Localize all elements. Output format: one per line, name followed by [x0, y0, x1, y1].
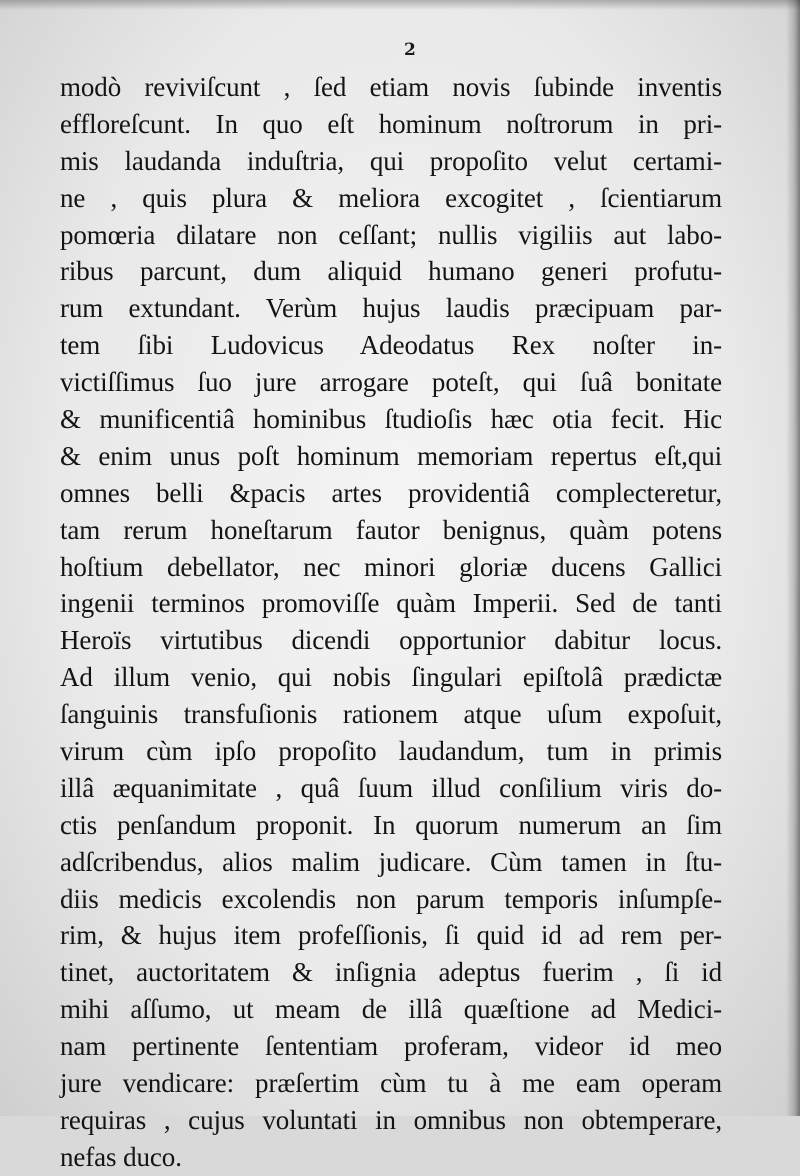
page-top-shadow	[0, 0, 800, 10]
text-line: virum cùm ipſo propoſito laudandum, tum in primis	[60, 736, 722, 767]
text-line: tem ſibi Ludovicus Adeodatus Rex noſter in-	[60, 330, 722, 361]
text-line: mis laudanda induſtria, qui propoſito velut certami-	[60, 145, 722, 176]
text-line: ne , quis plura & meliora excogitet , ſcientiarum	[60, 182, 722, 213]
text-line: mihi aſſumo, ut meam de illâ quæſtione ad Medici-	[60, 994, 722, 1025]
text-line: ſanguinis transfuſionis rationem atque uſum expoſuit,	[60, 699, 722, 730]
text-line: & munificentiâ hominibus ſtudioſis hæc otia fecit. Hic	[60, 404, 722, 435]
page-number: 2	[404, 40, 416, 60]
text-line: illâ æquanimitate , quâ ſuum illud conſilium viris do-	[60, 772, 722, 803]
text-line: modò reviviſcunt , ſed etiam novis ſubinde inventis	[60, 72, 722, 102]
body-text	[60, 69, 722, 1176]
page-binding-shadow	[786, 0, 800, 1116]
text-line: Ad illum venio, qui nobis ſingulari epiſtolâ prædictæ	[60, 662, 722, 693]
text-line: tinet, auctoritatem & inſignia adeptus fuerim , ſi id	[60, 957, 722, 988]
text-line: omnes belli &pacis artes providentiâ complecteretur,	[60, 477, 722, 508]
text-line: jure vendicare: præſertim cùm tu à me eam operam	[60, 1068, 722, 1099]
text-line: rum extundant. Verùm hujus laudis præcipuam par-	[60, 293, 722, 324]
text-line: rim, & hujus item profeſſionis, ſi quid id ad rem per-	[60, 920, 722, 951]
text-line: ribus parcunt, dum aliquid humano generi profutu-	[60, 256, 722, 287]
text-line: diis medicis excolendis non parum temporis inſumpſe-	[60, 883, 722, 914]
text-line: tam rerum honeſtarum fautor benignus, quàm potens	[60, 514, 722, 545]
text-line: victiſſimus ſuo jure arrogare poteſt, qui ſuâ bonitate	[60, 367, 722, 398]
text-line: ctis penſandum proponit. In quorum numerum an ſim	[60, 809, 722, 840]
text-line: hoſtium debellator, nec minori gloriæ ducens Gallici	[60, 551, 722, 582]
text-line: effloreſcunt. In quo eſt hominum noſtrorum in pri-	[60, 108, 722, 139]
text-line: ingenii terminos promoviſſe quàm Imperii. Sed de tanti	[60, 588, 722, 619]
text-line-last: nefas duco.	[60, 1141, 182, 1172]
text-line: requiras , cujus voluntati in omnibus non obtemperare,	[60, 1104, 722, 1135]
text-line: nam pertinente ſententiam proferam, videor id meo	[60, 1031, 722, 1062]
text-line: Heroïs virtutibus dicendi opportunior dabitur locus.	[60, 625, 722, 656]
text-line: & enim unus poſt hominum memoriam repertus eſt,qui	[60, 440, 722, 471]
text-line: adſcribendus, alios malim judicare. Cùm tamen in ſtu-	[60, 846, 722, 877]
text-line: pomœria dilatare non ceſſant; nullis vigiliis aut labo-	[60, 219, 722, 250]
